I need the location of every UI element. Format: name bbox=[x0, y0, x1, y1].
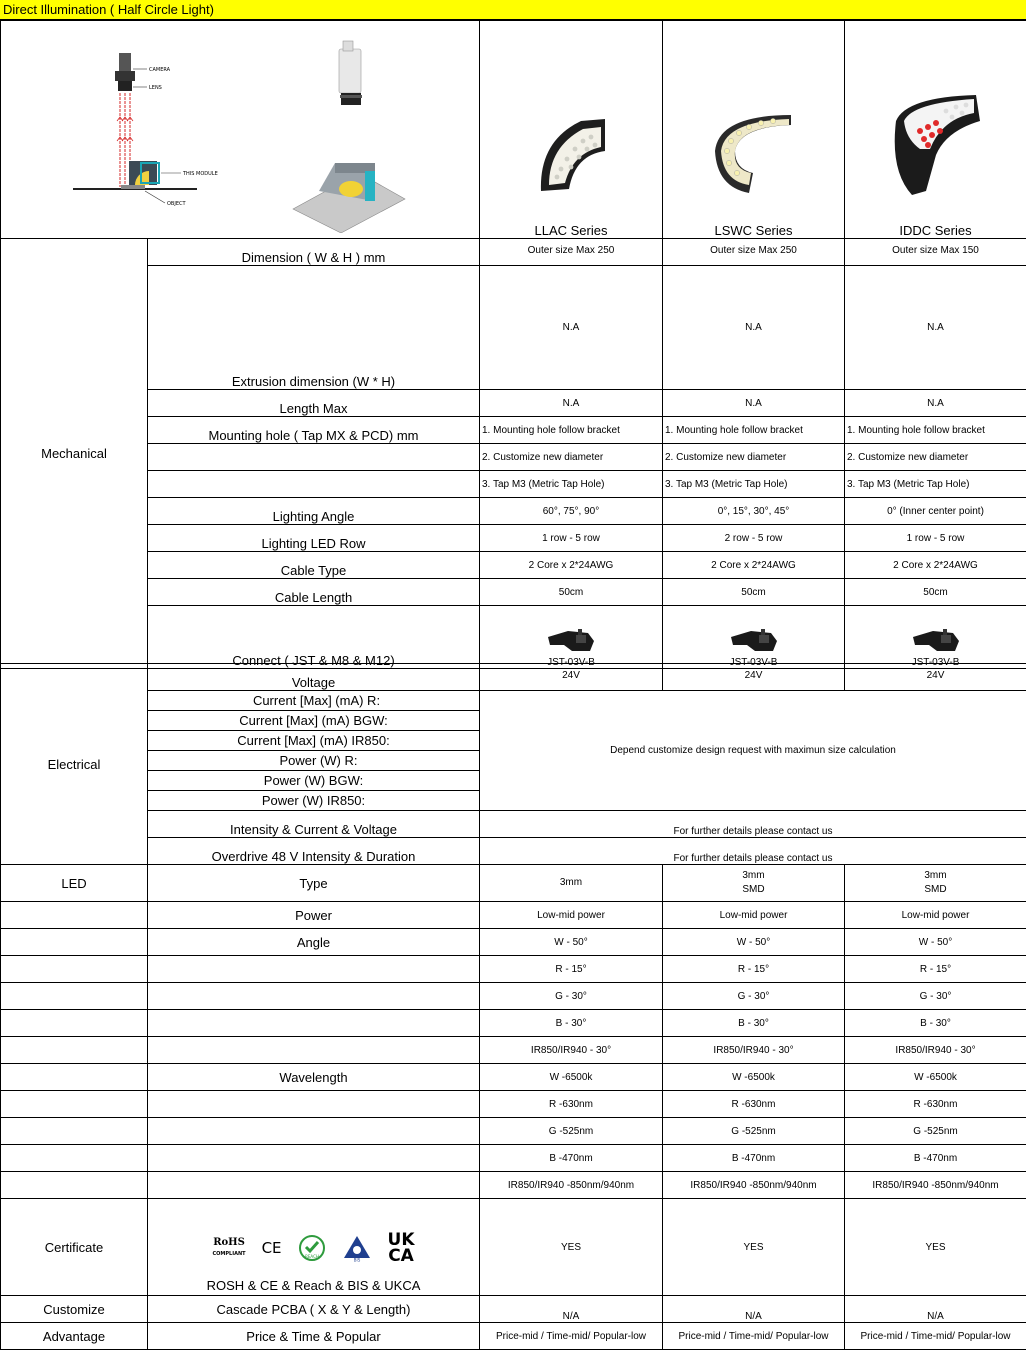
cell-value: N/A bbox=[663, 1296, 845, 1323]
cell-value bbox=[663, 865, 845, 902]
connector-icon bbox=[546, 625, 596, 655]
connector-icon bbox=[911, 625, 961, 655]
page-title: Direct Illumination ( Half Circle Light) bbox=[0, 0, 1026, 20]
category-customize: Customize bbox=[1, 1296, 148, 1323]
cell-value: R -630nm bbox=[845, 1091, 1026, 1118]
row-label-led-row: Lighting LED Row bbox=[148, 525, 480, 552]
cell-value: 60°, 75°, 90° bbox=[480, 498, 663, 525]
cell-value: Price-mid / Time-mid/ Popular-low bbox=[663, 1323, 845, 1350]
cert-cell bbox=[148, 1199, 480, 1296]
bis-icon bbox=[342, 1234, 372, 1262]
cell-value: W -6500k bbox=[663, 1064, 845, 1091]
cell-value: 24V bbox=[480, 664, 663, 691]
lswc-product-image bbox=[709, 111, 799, 201]
ce-icon: CE bbox=[262, 1239, 282, 1257]
table-row bbox=[1, 606, 1026, 669]
table-row bbox=[1, 1064, 1026, 1091]
row-label-type: Type bbox=[148, 865, 480, 902]
row-label-overdrive: Overdrive 48 V Intensity & Duration bbox=[148, 838, 480, 865]
cell-value: Low-mid power bbox=[845, 902, 1026, 929]
cell-value: B -470nm bbox=[845, 1145, 1026, 1172]
cell-value: W -6500k bbox=[480, 1064, 663, 1091]
row-label-mounting: Mounting hole ( Tap MX & PCD) mm bbox=[148, 417, 480, 444]
table-row bbox=[1, 929, 1026, 956]
cell-value: 2 row - 5 row bbox=[663, 525, 845, 552]
cell-value: N/A bbox=[845, 1296, 1026, 1323]
type-value: 3mm bbox=[482, 876, 660, 890]
series-iddc-label: IDDC Series bbox=[899, 223, 971, 238]
cell-value: 1. Mounting hole follow bracket bbox=[663, 417, 845, 444]
rohs-sub-text: COMPLIANT bbox=[212, 1251, 245, 1257]
cell-value: 24V bbox=[845, 664, 1026, 691]
row-label-angle: Angle bbox=[148, 929, 480, 956]
cell-value: 0°, 15°, 30°, 45° bbox=[663, 498, 845, 525]
table-row bbox=[1, 390, 1026, 417]
cell-value: 2 Core x 2*24AWG bbox=[480, 552, 663, 579]
empty-category bbox=[1, 1145, 148, 1172]
cell-value: B - 30° bbox=[480, 1010, 663, 1037]
depend-note: Depend customize design request with maximun size calculation bbox=[480, 691, 1026, 811]
cell-value: R -630nm bbox=[480, 1091, 663, 1118]
row-label-current-bgw: Current [Max] (mA) BGW: bbox=[148, 711, 480, 731]
table-row bbox=[1, 1091, 1026, 1118]
cell-value: YES bbox=[480, 1199, 663, 1296]
category-electrical: Electrical bbox=[1, 664, 148, 865]
type-value: 3mm bbox=[847, 869, 1024, 883]
series-llac-label: LLAC Series bbox=[535, 223, 608, 238]
row-label-dimension: Dimension ( W & H ) mm bbox=[148, 239, 480, 266]
connector-label: JST-03V-B bbox=[912, 657, 960, 668]
cell-value: 3. Tap M3 (Metric Tap Hole) bbox=[480, 471, 663, 498]
cell-value: Low-mid power bbox=[663, 902, 845, 929]
table-row bbox=[1, 983, 1026, 1010]
table-row bbox=[1, 239, 1026, 266]
table-row bbox=[1, 471, 1026, 498]
cert-label: ROSH & CE & Reach & BIS & UKCA bbox=[150, 1278, 477, 1293]
empty-label bbox=[148, 1172, 480, 1199]
row-label-current-r: Current [Max] (mA) R: bbox=[148, 691, 480, 711]
cell-value: 24V bbox=[663, 664, 845, 691]
cell-value: YES bbox=[845, 1199, 1026, 1296]
llac-product-image bbox=[531, 111, 611, 201]
row-label-power-r: Power (W) R: bbox=[148, 751, 480, 771]
table-row bbox=[1, 444, 1026, 471]
cell-value: Outer size Max 250 bbox=[480, 239, 663, 266]
cell-value: W -6500k bbox=[845, 1064, 1026, 1091]
cell-value: G - 30° bbox=[663, 983, 845, 1010]
cell-value: 3. Tap M3 (Metric Tap Hole) bbox=[845, 471, 1026, 498]
cell-value: YES bbox=[663, 1199, 845, 1296]
cell-value: N.A bbox=[845, 266, 1026, 390]
cell-value: 50cm bbox=[663, 579, 845, 606]
empty-category bbox=[1, 1064, 148, 1091]
row-label-cable-type: Cable Type bbox=[148, 552, 480, 579]
cell-value: R - 15° bbox=[480, 956, 663, 983]
cell-value: N/A bbox=[480, 1296, 663, 1323]
cell-value: B -470nm bbox=[480, 1145, 663, 1172]
cell-value: Price-mid / Time-mid/ Popular-low bbox=[480, 1323, 663, 1350]
table-row bbox=[1, 838, 1026, 865]
table-row bbox=[1, 525, 1026, 552]
camera-label: CAMERA bbox=[149, 67, 171, 73]
reach-icon bbox=[298, 1234, 326, 1262]
series-lswc-label: LSWC Series bbox=[714, 223, 792, 238]
empty-category bbox=[1, 1037, 148, 1064]
connector-cell bbox=[845, 606, 1026, 669]
table-row bbox=[1, 691, 1026, 711]
cell-value: W - 50° bbox=[663, 929, 845, 956]
table-row bbox=[1, 1296, 1026, 1323]
ukca-icon bbox=[388, 1232, 415, 1264]
cell-value: 1 row - 5 row bbox=[845, 525, 1026, 552]
cell-value: IR850/IR940 - 30° bbox=[480, 1037, 663, 1064]
table-row bbox=[1, 417, 1026, 444]
cell-value: IR850/IR940 - 30° bbox=[663, 1037, 845, 1064]
cell-value bbox=[480, 865, 663, 902]
table-row bbox=[1, 902, 1026, 929]
cell-value: G -525nm bbox=[845, 1118, 1026, 1145]
type-value-2: SMD bbox=[847, 883, 1024, 897]
cell-value: 50cm bbox=[480, 579, 663, 606]
series-iddc bbox=[845, 21, 1026, 239]
rohs-icon bbox=[212, 1238, 245, 1259]
cell-value: IR850/IR940 - 30° bbox=[845, 1037, 1026, 1064]
cell-value: G - 30° bbox=[480, 983, 663, 1010]
module-label: THIS MODULE bbox=[182, 171, 218, 177]
empty-category bbox=[1, 1118, 148, 1145]
cell-value: B -470nm bbox=[663, 1145, 845, 1172]
empty-label bbox=[148, 1010, 480, 1037]
cell-value: N.A bbox=[663, 266, 845, 390]
cell-value bbox=[845, 865, 1026, 902]
category-mechanical: Mechanical bbox=[1, 239, 148, 669]
cell-value: G - 30° bbox=[845, 983, 1026, 1010]
table-row bbox=[1, 1145, 1026, 1172]
connector-label: JST-03V-B bbox=[730, 657, 778, 668]
cell-value: B - 30° bbox=[845, 1010, 1026, 1037]
connector-label: JST-03V-B bbox=[547, 657, 595, 668]
empty-category bbox=[1, 983, 148, 1010]
cell-value: W - 50° bbox=[480, 929, 663, 956]
connector-cell bbox=[663, 606, 845, 669]
table-row bbox=[1, 1172, 1026, 1199]
table-row bbox=[1, 1118, 1026, 1145]
cell-value: R -630nm bbox=[663, 1091, 845, 1118]
row-label-extrusion: Extrusion dimension (W * H) bbox=[148, 266, 480, 390]
empty-label bbox=[148, 444, 480, 471]
iddc-product-image bbox=[886, 91, 986, 201]
row-label-power: Power bbox=[148, 902, 480, 929]
empty-label bbox=[148, 1118, 480, 1145]
cell-value: N.A bbox=[480, 266, 663, 390]
row-label-voltage: Voltage bbox=[148, 664, 480, 691]
cell-value: B - 30° bbox=[663, 1010, 845, 1037]
row-label-price: Price & Time & Popular bbox=[148, 1323, 480, 1350]
row-label-length: Length Max bbox=[148, 390, 480, 417]
cell-value: 1 row - 5 row bbox=[480, 525, 663, 552]
table-row bbox=[1, 552, 1026, 579]
empty-category bbox=[1, 956, 148, 983]
connector-cell bbox=[480, 606, 663, 669]
empty-label bbox=[148, 1037, 480, 1064]
empty-label bbox=[148, 1145, 480, 1172]
row-label-cable-length: Cable Length bbox=[148, 579, 480, 606]
series-llac bbox=[480, 21, 663, 239]
cell-value: Outer size Max 250 bbox=[663, 239, 845, 266]
lens-label: LENS bbox=[149, 85, 162, 91]
table-row bbox=[1, 579, 1026, 606]
row-label-cascade: Cascade PCBA ( X & Y & Length) bbox=[148, 1296, 480, 1323]
table-row bbox=[1, 811, 1026, 838]
row-label-connect: Connect ( JST & M8 & M12) bbox=[148, 606, 480, 669]
cell-value: Price-mid / Time-mid/ Popular-low bbox=[845, 1323, 1026, 1350]
cell-value: G -525nm bbox=[663, 1118, 845, 1145]
cell-value: R - 15° bbox=[663, 956, 845, 983]
cell-value: IR850/IR940 -850nm/940nm bbox=[663, 1172, 845, 1199]
bis-text: BIS bbox=[353, 1258, 360, 1263]
empty-category bbox=[1, 1091, 148, 1118]
diagram-cell bbox=[1, 21, 480, 239]
ukca-ca: CA bbox=[388, 1246, 414, 1266]
empty-label bbox=[148, 1091, 480, 1118]
empty-category bbox=[1, 929, 148, 956]
cell-value: 1. Mounting hole follow bracket bbox=[480, 417, 663, 444]
spec-table bbox=[0, 20, 1026, 669]
table-row bbox=[1, 956, 1026, 983]
cell-value: 2. Customize new diameter bbox=[663, 444, 845, 471]
empty-label bbox=[148, 956, 480, 983]
table-row bbox=[1, 1037, 1026, 1064]
type-value-2: SMD bbox=[665, 883, 842, 897]
cell-value: W - 50° bbox=[845, 929, 1026, 956]
table-row bbox=[1, 1010, 1026, 1037]
empty-category bbox=[1, 1172, 148, 1199]
reach-text: REACH bbox=[305, 1254, 319, 1259]
empty-label bbox=[148, 471, 480, 498]
cell-value: 3. Tap M3 (Metric Tap Hole) bbox=[663, 471, 845, 498]
category-advantage: Advantage bbox=[1, 1323, 148, 1350]
rohs-text: RoHS bbox=[213, 1237, 245, 1248]
cell-value: 50cm bbox=[845, 579, 1026, 606]
header-row bbox=[1, 21, 1026, 239]
cell-value: N.A bbox=[845, 390, 1026, 417]
row-label-current-ir: Current [Max] (mA) IR850: bbox=[148, 731, 480, 751]
category-certificate: Certificate bbox=[1, 1199, 148, 1296]
row-label-power-ir: Power (W) IR850: bbox=[148, 791, 480, 811]
ukca-uk: UK bbox=[388, 1230, 415, 1250]
setup-diagram bbox=[1, 21, 479, 233]
row-label-lighting-angle: Lighting Angle bbox=[148, 498, 480, 525]
cell-value: IR850/IR940 -850nm/940nm bbox=[480, 1172, 663, 1199]
cert-logos bbox=[150, 1232, 477, 1264]
empty-category bbox=[1, 902, 148, 929]
cell-value: IR850/IR940 -850nm/940nm bbox=[845, 1172, 1026, 1199]
series-lswc bbox=[663, 21, 845, 239]
table-row bbox=[1, 1199, 1026, 1296]
cell-value: 2 Core x 2*24AWG bbox=[845, 552, 1026, 579]
table-row bbox=[1, 664, 1026, 691]
cell-value: 0° (Inner center point) bbox=[845, 498, 1026, 525]
row-label-intensity: Intensity & Current & Voltage bbox=[148, 811, 480, 838]
spec-table-electrical bbox=[0, 663, 1026, 1350]
row-label-power-bgw: Power (W) BGW: bbox=[148, 771, 480, 791]
cell-value: G -525nm bbox=[480, 1118, 663, 1145]
overdrive-note: For further details please contact us bbox=[480, 838, 1026, 865]
empty-category bbox=[1, 1010, 148, 1037]
type-value: 3mm bbox=[665, 869, 842, 883]
table-row bbox=[1, 865, 1026, 902]
cell-value: 2. Customize new diameter bbox=[845, 444, 1026, 471]
table-row bbox=[1, 498, 1026, 525]
cell-value: 2 Core x 2*24AWG bbox=[663, 552, 845, 579]
cell-value: Outer size Max 150 bbox=[845, 239, 1026, 266]
cell-value: 1. Mounting hole follow bracket bbox=[845, 417, 1026, 444]
connector-icon bbox=[729, 625, 779, 655]
cell-value: Low-mid power bbox=[480, 902, 663, 929]
table-row bbox=[1, 1323, 1026, 1350]
cell-value: N.A bbox=[480, 390, 663, 417]
empty-label bbox=[148, 983, 480, 1010]
cell-value: R - 15° bbox=[845, 956, 1026, 983]
cell-value: N.A bbox=[663, 390, 845, 417]
row-label-wavelength: Wavelength bbox=[148, 1064, 480, 1091]
cell-value: 2. Customize new diameter bbox=[480, 444, 663, 471]
intensity-note: For further details please contact us bbox=[480, 811, 1026, 838]
table-row bbox=[1, 266, 1026, 390]
category-led: LED bbox=[1, 865, 148, 902]
object-label: OBJECT bbox=[167, 201, 186, 207]
